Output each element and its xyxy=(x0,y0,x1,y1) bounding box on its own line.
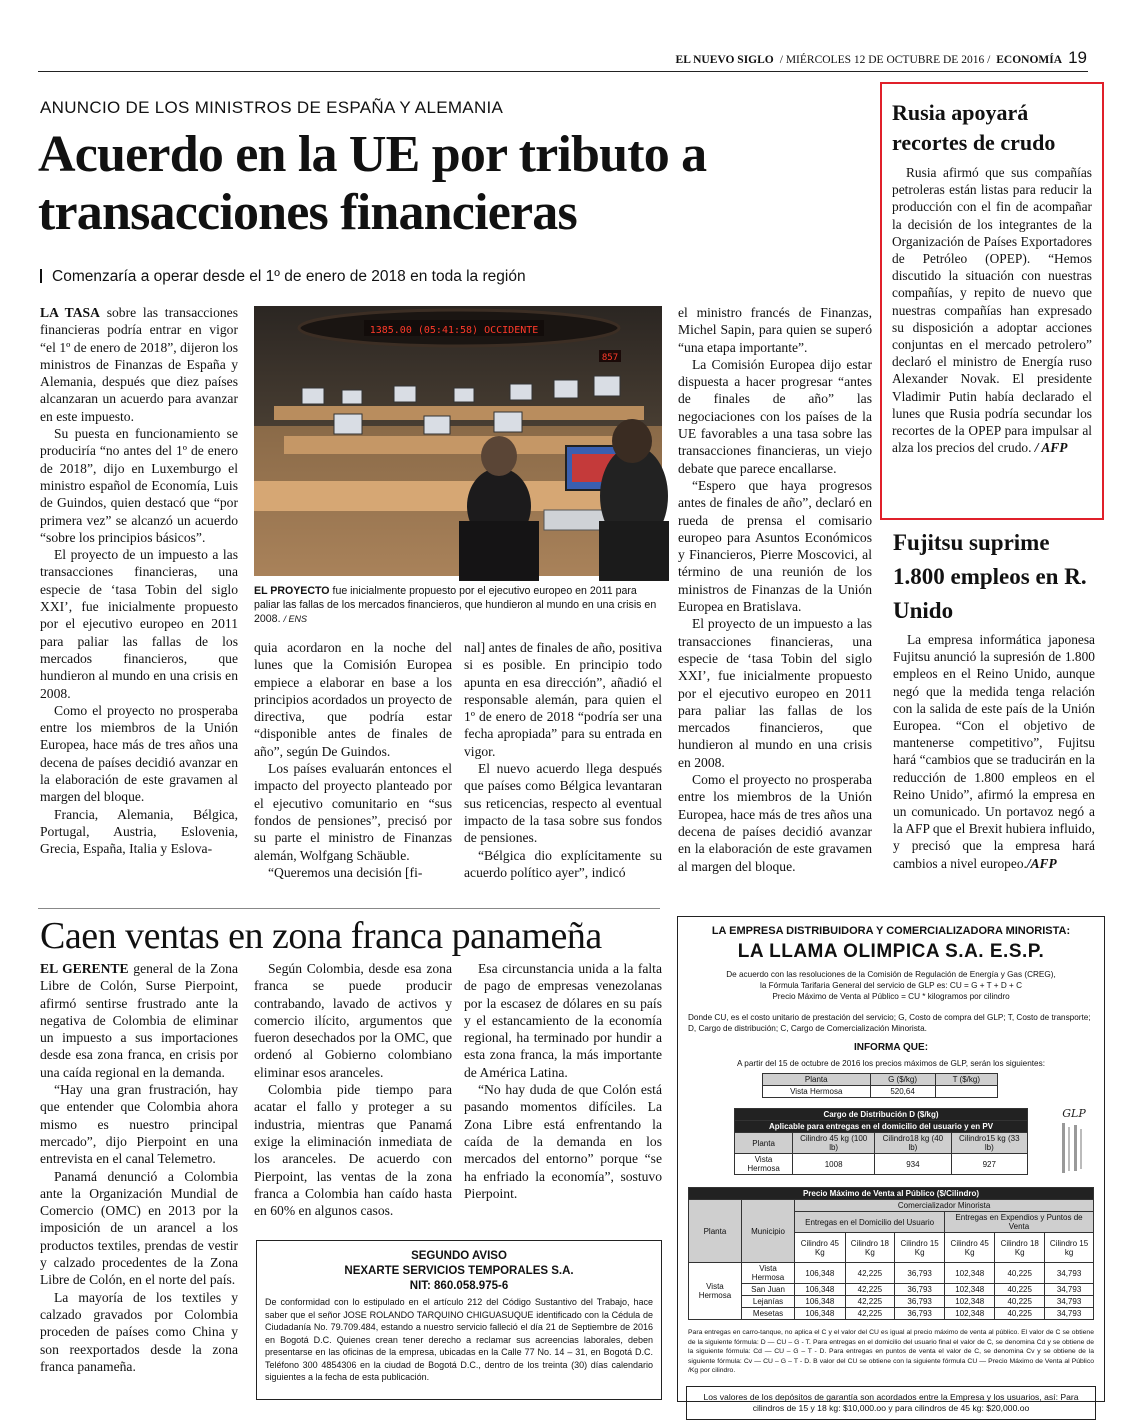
paragraph: “Hay una gran frustración, hay que entender que Colombia ahora mismo es nuestro principal mercado”, dijo Pierpoint en una entrevista en el canal Telemetro. xyxy=(40,1082,238,1167)
precio-maximo-table xyxy=(688,1187,1094,1320)
paragraph: Francia, Alemania, Bélgica, Portugal, Austria, Eslovenia, Grecia, España, Italia y Eslova- xyxy=(40,806,238,857)
rusia-credit: / AFP xyxy=(1034,440,1068,456)
table-header: Cilindro 45 Kg xyxy=(795,1233,845,1263)
photo-caption xyxy=(254,584,662,626)
table-cell: 36,793 xyxy=(895,1308,945,1320)
panama-headline: Caen ventas en zona franca panameña xyxy=(40,915,602,957)
trading-floor-photo xyxy=(254,306,662,576)
table-cell: Vista Hermosa xyxy=(741,1263,794,1284)
deposit-box: Los valores de los depósitos de garantía son acordados entre la Empresa y los usuarios, así: Para cilindros de 15 y 18 kg: $10,000.oo y para cilindros de 45 kg: $20,000.oo xyxy=(686,1386,1096,1420)
llama-intro xyxy=(678,969,1104,1002)
table-cell: 102,348 xyxy=(945,1308,995,1320)
table-cell: Lejanías xyxy=(741,1296,794,1308)
paragraph: general de la Zona Libre de Colón, Surse Pierpoint, afirmó sentirse frustrado ante la negativa de Colombia de eliminar un impuesto a sus importaciones desde esa zona franca, en crisis por una caída regional en la demanda. xyxy=(40,961,238,1080)
paragraph: Colombia pide tiempo para acatar el fallo y proteger a su industria, mientras que Panamá exige la eliminación inmediata de los aranceles. De acuerdo con Pierpoint, las ventas de la zona franca a Colombia han caído hasta en 60% en algunos casos. xyxy=(254,1082,452,1219)
table-cell: 42,225 xyxy=(845,1308,895,1320)
paragraph: Los países evaluarán entonces el impacto del proyecto planteado por el ejecutivo comunitario en “sus fondos de pensiones”, precisó por su parte el ministro de Finanzas alemán, Wolfgang Schäuble. xyxy=(254,761,452,863)
caption-text: fue inicialmente propuesto por el ejecutivo europeo en 2011 para paliar las fallas de los mercados financieros, que hundieron al mundo en una crisis en 2008. xyxy=(254,585,657,625)
table-cell: 34,793 xyxy=(1045,1284,1094,1296)
aviso-body: De conformidad con lo estipulado en el artículo 212 del Código Sustantivo del Trabajo, hace saber que el señor JOSE ROLANDO TARQUINO CHIGUASUQUE identificado con la Cédula de Ciudadanía No. 79.709.484, estando a nuestro servicio falleció el día 21 de Septiembre de 2016 en Bogotá D.C. Quienes crean tener derecho a reclamar sus acreencias laborales, deben presentarse en las oficinas de la empresa, ubicadas en la Calle 77 No. 14 – 31, en Bogotá D.C. Teléfono 300 4854306 en la ciudad de Bogotá D.C., dentro de los treinta (30) días calendario siguientes a la fecha de esta publicación. xyxy=(265,1297,653,1382)
paragraph: quia acordaron en la noche del lunes que la Comisión Europea empiece a elaborar en base a los principios acordados un proyecto de directiva, que podría estar “disponible antes de finales de año”, según De Guindos. xyxy=(254,640,452,759)
table-cell: 36,793 xyxy=(895,1284,945,1296)
paper-name: EL NUEVO SIGLO xyxy=(675,54,774,66)
paragraph: “No hay duda de que Colón está pasando momentos difíciles. La Zona Libre está enfrentando la caída de la demanda en los mercados del entorno” porque “se ha enfriado la economía”, sostuvo Pierpoint. xyxy=(464,1082,662,1201)
table-cell: 106,348 xyxy=(795,1284,845,1296)
table-cell: 36,793 xyxy=(895,1296,945,1308)
glp-logo-icon xyxy=(1054,1105,1094,1177)
fujitsu-text: La empresa informática japonesa Fujitsu anunció la supresión de 1.800 empleos en el Reino Unido, aunque negó que la medida tenga relación con la salida de este país de la Unión Europea. “Con el objetivo de mantenerse competitivo”, Fujitsu hará “cambios que se traducirán en la reducción de 1.800 empleos en el Reino Unido”, afirmó la empresa en un comunicado. Un portavoz negó a la AFP que el Brexit hubiera influido, y precisó que la empresa hará cambios a nivel europeo. xyxy=(893,632,1095,871)
intro-line: Precio Máximo de Venta al Público = CU * kilogramos por cilindro xyxy=(772,992,1010,1001)
panama-col-1 xyxy=(40,960,238,1375)
table-cell: Vista Hermosa xyxy=(763,1086,871,1098)
table-cell: 1008 xyxy=(793,1154,875,1175)
table-cell: 102,348 xyxy=(945,1263,995,1284)
llama-olimpica-notice xyxy=(677,916,1105,1413)
table-cell: 102,348 xyxy=(945,1296,995,1308)
paragraph: El proyecto de un impuesto a las transacciones financieras, una especie de ‘tasa Tobin del siglo XXI’, fue inicialmente propuesto por el ejecutivo europeo en 2011 para paliar las fallas de los mercados financieros, que hundieron al mundo en una crisis en 2008. xyxy=(40,547,238,701)
section-rule xyxy=(38,908,660,909)
llama-definitions: Donde CU, es el costo unitario de prestación del servicio; G, Costo de compra del GLP; T, Costo de transporte; D, Cargo de distribución; C, Cargo de Comercialización Minorista. xyxy=(688,1013,1091,1033)
fujitsu-credit: /AFP xyxy=(1026,855,1057,871)
page-number: 19 xyxy=(1068,48,1087,67)
table-header: Cilindro 15 kg xyxy=(1045,1233,1094,1263)
paragraph: Como el proyecto no prosperaba entre los miembros de la Unión Europea, hace más de tres años una decena de países decidió avanzar en la elaboración de este gravamen al margen del bloque. xyxy=(678,772,872,874)
gt-table xyxy=(762,1073,998,1098)
distribucion-table xyxy=(734,1108,1028,1175)
table-header: G ($/kg) xyxy=(870,1074,935,1086)
aviso-nit: NIT: 860.058.975-6 xyxy=(409,1280,509,1292)
table-header: Entregas en Expendios y Puntos de Venta xyxy=(945,1212,1094,1233)
table-header: Planta xyxy=(763,1074,871,1086)
table-cell: 42,225 xyxy=(845,1263,895,1284)
caption-lead: EL PROYECTO xyxy=(254,585,330,597)
table-cell: 34,793 xyxy=(1045,1263,1094,1284)
table-row xyxy=(689,1296,1094,1308)
main-col-2 xyxy=(254,639,452,881)
glp-logo xyxy=(1054,1105,1094,1177)
table-cell: Vista Hermosa xyxy=(689,1263,742,1320)
paragraph: Panamá denunció a Colombia ante la Organización Mundial de Comercio (OMC) en 2013 por la imposición de un arancel a los productos textiles, prendas de vestir y calzado procedentes de la Zona Libre de Colón, en el norte del país. xyxy=(40,1168,238,1288)
paragraph: Como el proyecto no prosperaba entre los miembros de la Unión Europea, hace más de tres años una decena de países decidió avanzar en la elaboración de este gravamen al margen del bloque. xyxy=(40,702,238,805)
paragraph: Esa circunstancia unida a la falta de pago de empresas venezolanas por la escasez de dólares en su país y el estancamiento de la economía regional, ha terminado por hundir a esta zona franca, la más importante de América Latina. xyxy=(464,961,662,1080)
llama-header-1: LA EMPRESA DISTRIBUIDORA Y COMERCIALIZADORA MINORISTA: xyxy=(711,925,1071,937)
paragraph: el ministro francés de Finanzas, Michel Sapin, para quien se superó “una etapa importante”. xyxy=(678,305,872,355)
paragraph: “Bélgica dio explícitamente su acuerdo político ayer”, indicó xyxy=(464,847,662,880)
caption-credit: / ENS xyxy=(283,614,307,624)
paragraph: “Espero que haya progresos antes de finales de año”, declaró en rueda de prensa el comisario europeo para Asuntos Económicos y Financieros, Pierre Moscovici, al término de una reunión de los ministros de Finanzas de la Unión Europea en Bratislava. xyxy=(678,477,872,615)
table-cell: 40,225 xyxy=(995,1263,1045,1284)
formula-note: Para entregas en carro-tanque, no aplica el C y el valor del CU es igual al precio máximo de venta al público. El valor de C se obtiene de la siguiente fórmula: D — CU – G - T. Para entregas en el domicilio del usuario final el valor de C, se denomina Cd y se obtiene de la siguiente fórmula: Cd — CU – G – T - D. Para entregas en puntos de venta el valor de C, se denomina Cv y se obtiene de la siguiente fórmula: Cv — CU – G – T - D. B valor del CU se obtiene con la siguiente fórmula CU — Precio Máximo de Venta al Público /Kg por cilindro. xyxy=(688,1329,1094,1374)
table-cell: 36,793 xyxy=(895,1263,945,1284)
table-header: Cilindro 45 Kg xyxy=(945,1233,995,1263)
table-header: Entregas en el Domicilio del Usuario xyxy=(795,1212,945,1233)
paragraph: El proyecto de un impuesto a las transacciones financieras, una especie de ‘tasa Tobin del siglo XXI’, fue inicialmente propuesto por el ejecutivo europeo en 2011 para paliar las fallas de los mercados financieros, que hundieron al mundo en una crisis en 2008. xyxy=(678,616,872,770)
header-rule xyxy=(38,71,1088,72)
intro-line: la Fórmula Tarifaria General del servicio de GLP es: CU = G + T + D + C xyxy=(760,981,1022,990)
article-headline: Acuerdo en la UE por tributo a transacciones financieras xyxy=(38,126,707,241)
table-header: Cilindro15 kg (33 lb) xyxy=(951,1133,1027,1154)
table-row xyxy=(689,1284,1094,1296)
llama-header-2: LA LLAMA OLIMPICA S.A. E.S.P. xyxy=(737,941,1045,962)
table-cell: 102,348 xyxy=(945,1284,995,1296)
table-title: Cargo de Distribución D ($/kg) xyxy=(735,1109,1028,1121)
table-header: Cilindro 15 Kg xyxy=(895,1233,945,1263)
paragraph: El nuevo acuerdo llega después que países como Bélgica levantaran sus reticencias, respecto al eventual impacto de la tasa sobre sus fondos de pensiones. xyxy=(464,761,662,846)
main-col-4 xyxy=(678,304,872,875)
subhead-text: Comenzaría a operar desde el 1º de enero de 2018 en toda la región xyxy=(52,268,526,285)
table-cell: 520,64 xyxy=(870,1086,935,1098)
table-header: Cilindro18 kg (40 lb) xyxy=(875,1133,951,1154)
table-header: Comercializador Minorista xyxy=(795,1200,1094,1212)
ticker-badge: 857 xyxy=(601,353,619,363)
header-section: ECONOMÍA xyxy=(996,54,1063,66)
paragraph: nal] antes de finales de año, positiva si es posible. En principio todo apunta en esa dirección”, añadió el responsable alemán, para quien el 1º de enero de 2018 “podría ser una fecha apropiada” para su entrada en vigor. xyxy=(464,640,662,759)
main-col-1 xyxy=(40,304,238,858)
lead-word: EL GERENTE xyxy=(40,961,129,976)
table-header: Planta xyxy=(735,1133,793,1154)
table-cell: Mesetas xyxy=(741,1308,794,1320)
rusia-text: Rusia afirmó que sus compañías petroleras están listas para reducir la producción con el fin de acompañar la decisión de los integrantes de la Organización de Países Exportadores de Petróleo (OPEP). “Hemos discutido la situación con nuestras compañías, y repito de nuevo que nuestras compañías han expresado su disposición a adoptar acciones conjuntas en el mercado petrolero” declaró el ministro de Energía ruso Alexander Novak. El presidente Vladimir Putin había declarado el lunes que Rusia podría secundar los recortes de la OPEP para impulsar al alza los precios del crudo. xyxy=(892,165,1092,456)
intro-line: De acuerdo con las resoluciones de la Comisión de Regulación de Energía y Gas (CREG), xyxy=(726,970,1056,979)
panama-col-2 xyxy=(254,960,452,1219)
aviso-company: NEXARTE SERVICIOS TEMPORALES S.A. xyxy=(344,1265,574,1277)
informa-que: INFORMA QUE: xyxy=(853,1042,929,1053)
table-cell: 40,225 xyxy=(995,1308,1045,1320)
table-cell: 927 xyxy=(951,1154,1027,1175)
segundo-aviso-box xyxy=(256,1240,662,1400)
page-header xyxy=(676,48,1087,68)
table-cell: 34,793 xyxy=(1045,1296,1094,1308)
paragraph: Según Colombia, desde esa zona franca se puede producir contrabando, lavado de activos y comercio ilícito, argumentos que fueron desechados por la OMC, que ordenó al Gobierno colombiano eliminar esos aranceles. xyxy=(254,961,452,1080)
table-header: Municipio xyxy=(741,1200,794,1263)
table-cell: 106,348 xyxy=(795,1308,845,1320)
table-header: Cilindro 18 Kg xyxy=(995,1233,1045,1263)
apartir-text: A partir del 15 de octubre de 2016 los precios máximos de GLP, serán los siguientes: xyxy=(737,1059,1045,1068)
paragraph: Su puesta en funcionamiento se produciría “no antes del 1º de enero de 2018”, dijo en Luxemburgo el ministro español de Economía, Luis de Guindos, quien destacó que “por primera vez” se alcanzó un acuerdo “sobre los principios básicos”. xyxy=(40,426,238,545)
panama-col-3 xyxy=(464,960,662,1202)
aviso-title: SEGUNDO AVISO xyxy=(411,1250,507,1262)
table-cell: 106,348 xyxy=(795,1263,845,1284)
table-cell: Vista Hermosa xyxy=(735,1154,793,1175)
glp-logo-text: GLP xyxy=(1062,1107,1086,1120)
table-cell: 40,225 xyxy=(995,1296,1045,1308)
rusia-headline: Rusia apoyará recortes de crudo xyxy=(892,100,1056,155)
table-title: Precio Máximo de Venta al Público ($/Cilindro) xyxy=(689,1188,1094,1200)
table-header: Cilindro 18 Kg xyxy=(845,1233,895,1263)
article-kicker: ANUNCIO DE LOS MINISTROS DE ESPAÑA Y ALEMANIA xyxy=(40,98,504,117)
fujitsu-headline: Fujitsu suprime 1.800 empleos en R. Unido xyxy=(893,530,1087,623)
table-row xyxy=(689,1308,1094,1320)
table-header: T ($/kg) xyxy=(935,1074,997,1086)
main-col-3 xyxy=(464,639,662,881)
paragraph: La mayoría de los textiles y calzado gravados por Colombia proceden de países como China y son reexportados desde la zona franca panameña. xyxy=(40,1289,238,1374)
table-cell: 106,348 xyxy=(795,1296,845,1308)
table-subtitle: Aplicable para entregas en el domicilio del usuario y en PV xyxy=(735,1121,1028,1133)
paragraph: “Queremos una decisión [fi- xyxy=(268,864,423,880)
table-cell: 934 xyxy=(875,1154,951,1175)
table-cell: 42,225 xyxy=(845,1284,895,1296)
table-cell: 42,225 xyxy=(845,1296,895,1308)
photo-illustration xyxy=(254,306,662,576)
article-subhead xyxy=(40,268,526,286)
rusia-body xyxy=(892,164,1092,456)
subhead-bar xyxy=(40,269,42,283)
table-row xyxy=(689,1263,1094,1284)
table-cell: 34,793 xyxy=(1045,1308,1094,1320)
ticker-text: 1385.00 (05:41:58) OCCIDENTE xyxy=(369,325,539,336)
table-header: Planta xyxy=(689,1200,742,1263)
lead-word: LA TASA xyxy=(40,305,100,320)
paragraph: La Comisión Europea dijo estar dispuesta a hacer progresar “antes de finales de año” las negociaciones con los países de la UE favorables a una tasa sobre las transacciones financieras, un viejo debate que parece encallarse. xyxy=(678,356,872,476)
table-cell xyxy=(935,1086,997,1098)
table-cell: San Juan xyxy=(741,1284,794,1296)
paragraph: sobre las transacciones financieras podría entrar en vigor “el 1º de enero de 2018”, dijeron los ministros de Finanzas de España y Alemania, después que diez países alcanzaran un acuerdo para avanzar en este impuesto. xyxy=(40,305,239,424)
table-header: Cilindro 45 kg (100 lb) xyxy=(793,1133,875,1154)
table-cell: 40,225 xyxy=(995,1284,1045,1296)
header-date: / MIÉRCOLES 12 DE OCTUBRE DE 2016 / xyxy=(779,54,991,66)
fujitsu-body xyxy=(893,631,1095,872)
